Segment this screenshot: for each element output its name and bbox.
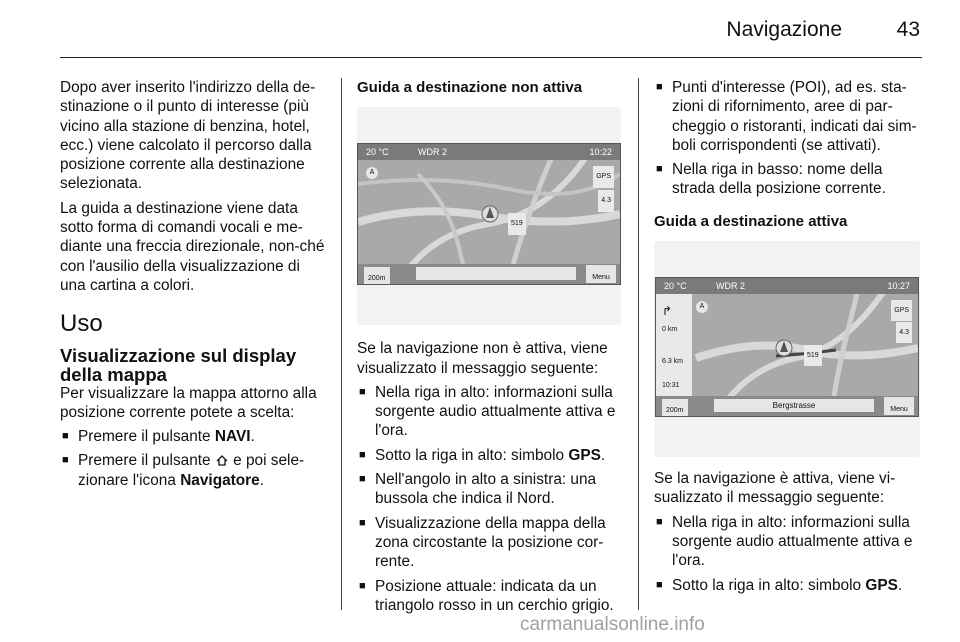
section-heading-uso: Uso	[60, 310, 103, 338]
menu-button[interactable]: Menu	[586, 265, 616, 283]
list-item: ■ Visualizzazione della mappa della zona circostante la posizione cor-rente.	[357, 514, 623, 572]
street-name: Bergstrasse	[714, 399, 874, 412]
header-divider	[60, 57, 922, 58]
intro-paragraph: Dopo aver inserito l'indirizzo della de-stinazione o il punto di interesse (più vicino alla stazione di benzina, hotel, ecc.) viene calcolato il percorso dalla posizione corrente alla destinazione selezionata.	[60, 79, 316, 193]
gps-symbol: GPS	[593, 166, 614, 187]
list-item: ■ Nell'angolo in alto a sinistra: una bussola che indica il Nord.	[357, 470, 623, 509]
section-heading-inactive: Guida a destinazione non attiva	[357, 79, 583, 96]
clock: 10:27	[887, 281, 910, 292]
remaining-distance: 6.3 km	[662, 358, 684, 366]
watermark: carmanualsonline.info	[520, 614, 705, 635]
list-item: ■ Premere il pulsante NAVI.	[60, 427, 326, 446]
gps-symbol: GPS	[891, 300, 912, 321]
audio-source: WDR 2	[716, 281, 745, 292]
bottom-bar	[358, 264, 620, 284]
compass-icon: A	[366, 167, 378, 179]
section-heading-active: Guida a destinazione attiva	[654, 212, 848, 230]
list-item: ■ Nella riga in alto: informazioni sulla sorgente audio attualmente attiva e l'ora.	[357, 383, 623, 441]
status-bar	[358, 144, 620, 160]
list-item: ■ Posizione attuale: indicata da un triangolo rosso in un cerchio grigio.	[357, 577, 623, 616]
active-message-paragraph: Se la navigazione è attiva, viene vi-sualizzato il messaggio seguente:	[654, 470, 896, 507]
navigatore-icon-label: Navigatore	[180, 471, 260, 489]
list-item: ■ Sotto la riga in alto: simbolo GPS.	[357, 446, 623, 465]
option-list	[60, 427, 326, 490]
active-list	[654, 513, 922, 595]
road-label: 4.3	[598, 190, 614, 211]
guidance-paragraph: La guida a destinazione viene data sotto forma di comandi vocali e me-diante una freccia direzionale, non-ché con l'ausilio della visualizzazione di una cartina a colori.	[60, 199, 325, 294]
list-item: ■ Sotto la riga in alto: simbolo GPS.	[654, 576, 922, 595]
compass-icon: A	[696, 301, 708, 313]
inactive-list	[357, 383, 623, 615]
list-item: ■ Premere il pulsante e poi sele-zionare l'icona Navigatore.	[60, 451, 326, 490]
column-1	[60, 78, 326, 495]
road-label: 519	[508, 213, 526, 234]
list-item: ■ Nella riga in basso: nome della strada della posizione corrente.	[654, 160, 922, 199]
road-label: 519	[804, 345, 822, 366]
inactive-list-continued	[654, 78, 922, 199]
navi-button-label: NAVI	[214, 428, 251, 446]
scale-indicator: 200m	[662, 399, 688, 417]
page-header	[0, 0, 960, 58]
column-divider-2	[638, 78, 639, 610]
status-bar	[656, 278, 918, 294]
clock: 10:22	[589, 147, 612, 158]
inactive-message-paragraph: Se la navigazione non è attiva, viene visualizzato il messaggio seguente:	[357, 340, 608, 377]
map-graphic	[358, 144, 620, 284]
column-2	[357, 78, 623, 620]
home-icon	[215, 454, 229, 467]
bottom-bar	[656, 396, 918, 416]
temperature: 20 °C	[366, 147, 389, 158]
arrival-time: 10:31	[662, 382, 680, 390]
page-number: 43	[896, 18, 920, 41]
street-field	[416, 267, 576, 280]
subsection-heading: Visualizzazione sul display della mappa	[60, 344, 297, 385]
instruction-paragraph: Per visualizzare la mappa attorno alla posizione corrente potete a scelta:	[60, 384, 317, 421]
nav-screen	[655, 277, 919, 417]
menu-button[interactable]: Menu	[884, 397, 914, 415]
header-title: Navigazione	[726, 18, 842, 41]
guidance-panel	[656, 294, 692, 396]
column-divider-1	[341, 78, 342, 610]
road-label: 4.3	[896, 322, 912, 343]
list-item: ■ Punti d'interesse (POI), ad es. sta-zioni di rifornimento, aree di par-cheggio o ristoranti, indicati dai sim-boli corrispondenti (se attivati).	[654, 78, 922, 155]
map-figure-inactive	[357, 107, 621, 325]
scale-indicator: 200m	[364, 267, 390, 285]
audio-source: WDR 2	[418, 147, 447, 158]
turn-distance: 0 km	[662, 326, 678, 334]
temperature: 20 °C	[664, 281, 687, 292]
turn-arrow-icon: ↱	[662, 304, 673, 319]
list-item: ■ Nella riga in alto: informazioni sulla sorgente audio attualmente attiva e l'ora.	[654, 513, 922, 571]
nav-screen	[357, 143, 621, 285]
column-3	[654, 78, 922, 600]
map-figure-active	[654, 241, 920, 457]
